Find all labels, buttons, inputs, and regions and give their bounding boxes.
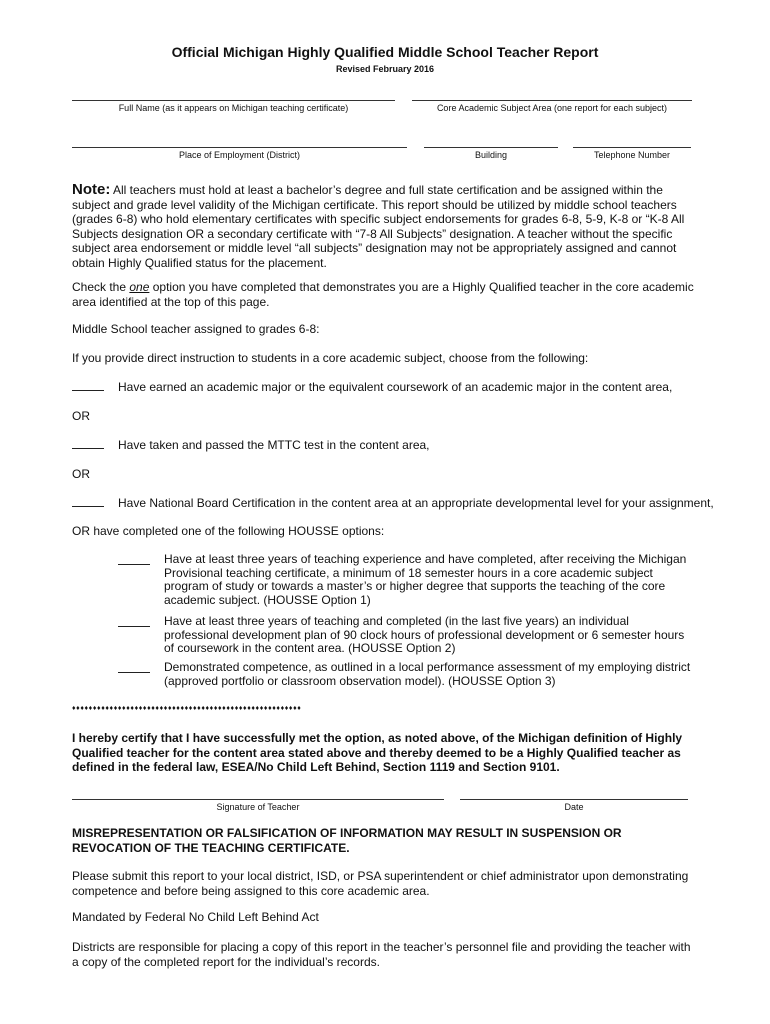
- date-label: Date: [564, 802, 584, 812]
- warning-text: MISREPRESENTATION OR FALSIFICATION OF INFORMATION MAY RESULT IN SUSPENSION OR REVOCATION OF THE TEACHING CERTIFICATE.: [72, 826, 622, 855]
- nbc-checkbox[interactable]: [72, 496, 104, 507]
- signature-label: Signature of Teacher: [216, 802, 300, 812]
- subject-area-label: Core Academic Subject Area (one report for each subject): [436, 103, 668, 113]
- building-field[interactable]: [424, 147, 558, 148]
- check-instruction: [72, 280, 700, 309]
- direct-instruction-text: If you provide direct instruction to students in a core academic subject, choose from the following:: [72, 351, 589, 365]
- page-title: Official Michigan Highly Qualified Middle School Teacher Report: [171, 44, 599, 60]
- full-name-label: Full Name (as it appears on Michigan teaching certificate): [118, 103, 349, 113]
- telephone-field[interactable]: [573, 147, 691, 148]
- mttc-checkbox[interactable]: [72, 438, 104, 449]
- full-name-field[interactable]: [72, 100, 395, 101]
- employment-field[interactable]: [72, 147, 407, 148]
- note-label: Note:: [72, 181, 111, 198]
- subject-area-field[interactable]: [412, 100, 692, 101]
- housse3-checkbox[interactable]: [118, 662, 150, 673]
- note-text: All teachers must hold at least a bachelor’s degree and full state certification and be assigned within the subject and grade level validity of the Michigan certificate. This report should be utilized by middle school teachers (grades 6-8) who hold elementary certificates with specific subject endorsements for grades 6-8, 5-9, K-8 or “K-8 All Subjects designation OR a secondary certificate with “7-8 All Subjects” designation. A teacher without the specific subject area endorsement or middle level “all subjects” designation may not be appropriately assigned and cannot obtain Highly Qualified status for the placement.: [72, 183, 685, 270]
- major-checkbox[interactable]: [72, 380, 104, 391]
- mandate-text: Mandated by Federal No Child Left Behind Act: [72, 910, 319, 924]
- option-mttc: Have taken and passed the MTTC test in the content area,: [118, 438, 430, 452]
- telephone-label: Telephone Number: [593, 150, 671, 160]
- housse1-checkbox[interactable]: [118, 554, 150, 565]
- districts-text: Districts are responsible for placing a copy of this report in the teacher’s personnel file and providing the teacher with a copy of the completed report for the individual’s records.: [72, 940, 691, 969]
- or-separator: OR: [72, 467, 90, 481]
- option-major: Have earned an academic major or the equivalent coursework of an academic major in the content area,: [118, 380, 673, 394]
- date-field[interactable]: [460, 799, 688, 800]
- or-separator: OR: [72, 409, 90, 423]
- check-text-pre: Check the: [72, 280, 130, 294]
- housse-intro: OR have completed one of the following HOUSSE options:: [72, 524, 385, 538]
- revision-date: Revised February 2016: [335, 64, 435, 74]
- housse-option-1: Have at least three years of teaching experience and have completed, after receiving the Michigan Provisional teaching certificate, a minimum of 18 semester hours in a core academic subject program of study or towards a master’s or higher degree that supports the teaching of the core academic subject. (HOUSSE Option 1): [164, 552, 687, 607]
- check-text-emphasis: one: [129, 280, 150, 294]
- option-nbc: Have National Board Certification in the content area at an appropriate developmental level for your assignment,: [118, 496, 714, 510]
- employment-label: Place of Employment (District): [178, 150, 301, 160]
- divider-diamonds: ♦♦♦♦♦♦♦♦♦♦♦♦♦♦♦♦♦♦♦♦♦♦♦♦♦♦♦♦♦♦♦♦♦♦♦♦♦♦♦♦♦♦♦♦♦♦♦♦♦♦♦♦♦♦♦: [72, 705, 302, 712]
- signature-field[interactable]: [72, 799, 444, 800]
- note-paragraph: [72, 183, 700, 270]
- assigned-grades-text: Middle School teacher assigned to grades 6-8:: [72, 322, 320, 336]
- check-text-post: option you have completed that demonstrates you are a Highly Qualified teacher in the core academic area identified at the top of this page.: [72, 280, 694, 309]
- housse2-checkbox[interactable]: [118, 616, 150, 627]
- housse-option-3: Demonstrated competence, as outlined in a local performance assessment of my employing district (approved portfolio or classroom observation model). (HOUSSE Option 3): [164, 660, 691, 688]
- housse-option-2: Have at least three years of teaching and completed (in the last five years) an individual professional development plan of 90 clock hours of professional development or 6 semester hours of coursework in the content area. (HOUSSE Option 2): [164, 614, 685, 655]
- building-label: Building: [474, 150, 508, 160]
- submit-instructions: Please submit this report to your local district, ISD, or PSA superintendent or chief administrator upon demonstrating competence and before being assigned to this core academic area.: [72, 869, 689, 898]
- certification-statement: I hereby certify that I have successfully met the option, as noted above, of the Michigan definition of Highly Qualified teacher for the content area stated above and thereby deemed to be a Highly Qualified teacher as defined in the federal law, ESEA/No Child Left Behind, Section 1119 and Section 9101.: [72, 731, 683, 774]
